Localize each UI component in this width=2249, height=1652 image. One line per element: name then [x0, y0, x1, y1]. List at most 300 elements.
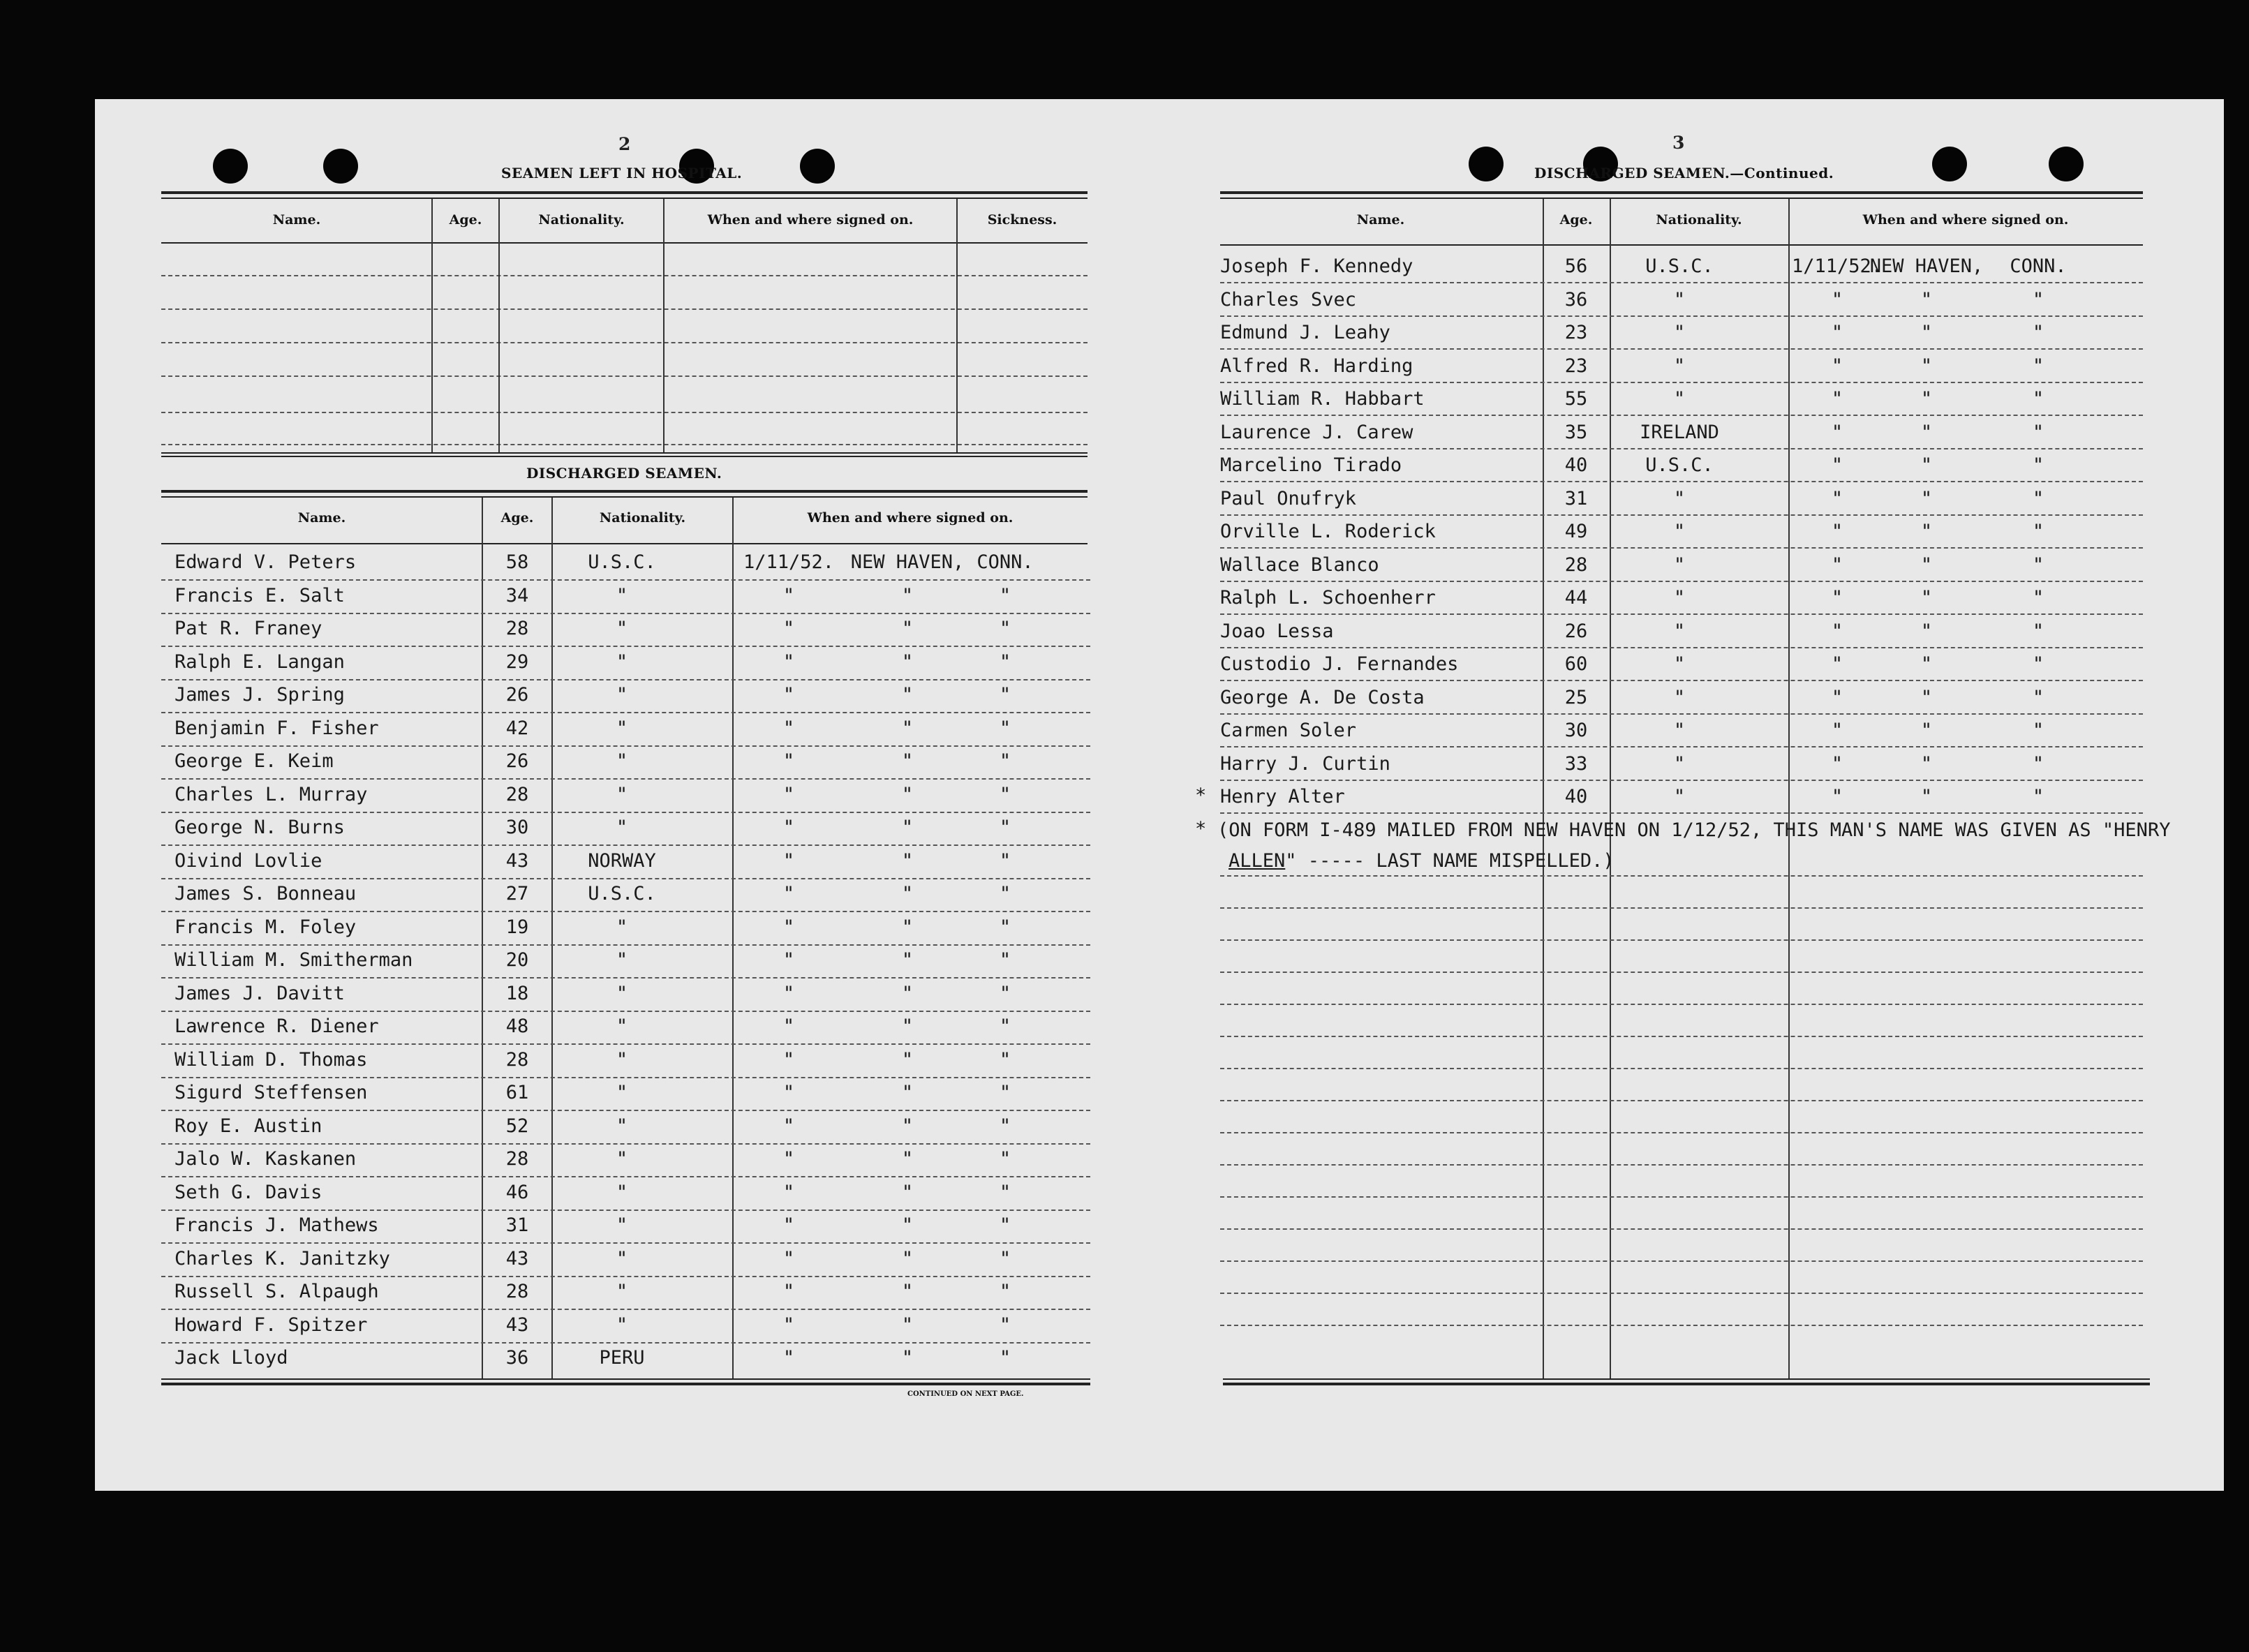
signed-on-date: " [782, 684, 795, 706]
seaman-age: 18 [505, 983, 529, 1004]
signed-on-date: " [782, 784, 795, 805]
signed-on-place: " [901, 1049, 914, 1071]
rule [161, 191, 1088, 194]
seaman-age: 55 [1564, 388, 1588, 410]
signed-on-state: " [2032, 488, 2044, 509]
row-rule [161, 1342, 1090, 1344]
seaman-nationality: " [616, 983, 628, 1004]
signed-on-place: " [901, 1115, 914, 1137]
signed-on-state: " [2032, 653, 2044, 675]
row-rule [161, 579, 1090, 581]
signed-on-date: " [782, 1115, 795, 1137]
column-header-nationality: Nationality. [1656, 212, 1742, 228]
signed-on-date: " [1831, 289, 1843, 311]
row-rule [1220, 647, 2143, 648]
seaman-age: 23 [1564, 322, 1588, 343]
column-header-sickness: Sickness. [987, 212, 1057, 228]
signed-on-place: " [1920, 422, 1933, 443]
seaman-nationality: " [616, 1314, 628, 1336]
rule [161, 1378, 1090, 1380]
row-rule [1220, 348, 2143, 350]
seaman-nationality: U.S.C. [588, 883, 656, 905]
signed-on-state: " [999, 1314, 1011, 1336]
seaman-nationality: " [616, 1015, 628, 1037]
signed-on-place: " [1920, 753, 1933, 775]
signed-on-place: " [901, 949, 914, 971]
rule [1220, 198, 2143, 199]
signed-on-state: " [999, 817, 1011, 838]
seaman-name: Roy E. Austin [175, 1115, 322, 1137]
row-rule [161, 646, 1090, 647]
column-header-signed-on: When and where signed on. [1862, 212, 2069, 228]
note-line-1: (ON FORM I-489 MAILED FROM NEW HAVEN ON 1/12/52, THIS MAN'S NAME WAS GIVEN AS "HENRY [1217, 819, 2171, 841]
row-rule [161, 778, 1090, 780]
signed-on-state: " [999, 618, 1011, 639]
row-rule [1220, 1100, 2143, 1101]
signed-on-date: " [1831, 620, 1843, 642]
punch-hole-icon [1469, 147, 1504, 181]
continued-note: CONTINUED ON NEXT PAGE. [907, 1390, 1024, 1398]
signed-on-state: " [999, 1182, 1011, 1203]
row-rule [1220, 1228, 2143, 1230]
row-rule [161, 1176, 1090, 1177]
signed-on-place: " [901, 883, 914, 905]
signed-on-state: " [2032, 355, 2044, 377]
row-rule [161, 1242, 1090, 1244]
row-rule [1220, 1260, 2143, 1262]
signed-on-state: " [999, 1115, 1011, 1137]
seaman-name: Joao Lessa [1220, 620, 1334, 642]
row-rule [1220, 613, 2143, 615]
seaman-name: Charles K. Janitzky [175, 1248, 390, 1270]
seaman-name: Laurence J. Carew [1220, 422, 1413, 443]
seaman-nationality: " [616, 717, 628, 739]
seaman-name: Howard F. Spitzer [175, 1314, 368, 1336]
seaman-age: 40 [1564, 454, 1588, 476]
asterisk: * [1195, 818, 1207, 840]
signed-on-place: " [1920, 653, 1933, 675]
row-rule [1220, 448, 2143, 449]
signed-on-date: " [1831, 488, 1843, 509]
punch-hole-icon [1932, 147, 1967, 181]
seaman-age: 60 [1564, 653, 1588, 675]
signed-on-place: " [1920, 620, 1933, 642]
signed-on-state: " [999, 651, 1011, 673]
row-rule [161, 911, 1090, 912]
row-rule [161, 712, 1090, 713]
signed-on-place: " [901, 1347, 914, 1369]
signed-on-state: " [999, 1214, 1011, 1236]
seaman-age: 43 [505, 1248, 529, 1270]
seaman-age: 28 [505, 784, 529, 805]
row-rule [1220, 581, 2143, 582]
signed-on-place: " [1920, 587, 1933, 609]
row-rule [161, 342, 1088, 343]
signed-on-state: " [999, 1281, 1011, 1302]
signed-on-place: " [901, 1248, 914, 1270]
signed-on-date: " [1831, 322, 1843, 343]
seaman-nationality: " [616, 1214, 628, 1236]
column-header-age: Age. [449, 212, 482, 228]
seaman-age: 44 [1564, 587, 1588, 609]
signed-on-state: " [999, 1082, 1011, 1103]
seaman-nationality: " [616, 1248, 628, 1270]
seaman-name: James S. Bonneau [175, 883, 357, 905]
seaman-age: 26 [505, 750, 529, 772]
signed-on-place: " [901, 1214, 914, 1236]
seaman-nationality: " [1673, 753, 1686, 775]
signed-on-state: " [999, 916, 1011, 938]
seaman-age: 56 [1564, 255, 1588, 277]
seaman-nationality: " [1673, 488, 1686, 509]
row-rule [161, 444, 1088, 445]
seaman-nationality: " [1673, 720, 1686, 741]
seaman-age: 28 [505, 1049, 529, 1071]
signed-on-place: " [901, 585, 914, 607]
signed-on-state: " [999, 1148, 1011, 1170]
seaman-name: James J. Davitt [175, 983, 345, 1004]
column-header-age: Age. [500, 510, 534, 526]
signed-on-state: " [999, 1248, 1011, 1270]
signed-on-state: " [2032, 620, 2044, 642]
row-rule [1220, 939, 2143, 941]
row-rule [1220, 315, 2143, 317]
seaman-name: Custodio J. Fernandes [1220, 653, 1459, 675]
row-rule [161, 1143, 1090, 1145]
signed-on-place: NEW HAVEN, [1869, 255, 1984, 277]
signed-on-state: " [999, 784, 1011, 805]
seaman-name: William D. Thomas [175, 1049, 368, 1071]
seaman-name: Wallace Blanco [1220, 554, 1379, 576]
seaman-name: Benjamin F. Fisher [175, 717, 379, 739]
seaman-nationality: IRELAND [1640, 422, 1719, 443]
note-underlined-name: ALLEN [1229, 850, 1286, 872]
rule [161, 543, 1088, 544]
seaman-nationality: " [616, 1115, 628, 1137]
row-rule [161, 1043, 1090, 1045]
signed-on-place: " [901, 1314, 914, 1336]
row-rule [161, 1309, 1090, 1310]
seaman-name: Harry J. Curtin [1220, 753, 1390, 775]
signed-on-date: " [782, 1148, 795, 1170]
rule [1223, 1378, 2150, 1380]
seaman-nationality: " [1673, 521, 1686, 542]
row-rule [161, 1276, 1090, 1277]
seaman-nationality: " [616, 784, 628, 805]
signed-on-state: CONN. [2010, 255, 2067, 277]
seaman-age: 52 [505, 1115, 529, 1137]
rule [161, 1383, 1090, 1385]
row-rule [1220, 746, 2143, 747]
column-divider [956, 199, 958, 454]
signed-on-state: " [2032, 454, 2044, 476]
seaman-nationality: " [616, 684, 628, 706]
signed-on-state: " [999, 684, 1011, 706]
seaman-name: George N. Burns [175, 817, 345, 838]
signed-on-place: " [901, 651, 914, 673]
signed-on-place: " [901, 1015, 914, 1037]
seaman-nationality: U.S.C. [1645, 454, 1714, 476]
signed-on-place: NEW HAVEN, [850, 551, 965, 573]
seaman-nationality: NORWAY [588, 850, 656, 872]
page-number: 3 [1672, 133, 1685, 153]
signed-on-place: " [901, 850, 914, 872]
signed-on-state: " [2032, 554, 2044, 576]
signed-on-place: " [901, 618, 914, 639]
seaman-age: 30 [505, 817, 529, 838]
seaman-name: Orville L. Roderick [1220, 521, 1436, 542]
signed-on-state: " [2032, 786, 2044, 808]
signed-on-place: " [1920, 786, 1933, 808]
signed-on-date: " [782, 949, 795, 971]
seaman-name: Marcelino Tirado [1220, 454, 1402, 476]
rule [161, 490, 1088, 493]
signed-on-state: " [999, 1049, 1011, 1071]
signed-on-date: 1/11/52. [743, 551, 835, 573]
seaman-nationality: " [1673, 587, 1686, 609]
column-header-name: Name. [297, 510, 346, 526]
signed-on-place: " [1920, 521, 1933, 542]
seaman-age: 58 [505, 551, 529, 573]
seaman-age: 40 [1564, 786, 1588, 808]
seaman-age: 33 [1564, 753, 1588, 775]
seaman-nationality: " [616, 949, 628, 971]
rule [1223, 1383, 2150, 1385]
signed-on-date: " [782, 585, 795, 607]
row-rule [1220, 1004, 2143, 1005]
signed-on-place: " [1920, 687, 1933, 708]
seaman-nationality: " [616, 817, 628, 838]
signed-on-place: " [1920, 454, 1933, 476]
column-header-name: Name. [1356, 212, 1405, 228]
seaman-name: Sigurd Steffensen [175, 1082, 368, 1103]
signed-on-date: " [782, 1314, 795, 1336]
signed-on-date: " [1831, 587, 1843, 609]
signed-on-date: " [782, 916, 795, 938]
seaman-name: Edmund J. Leahy [1220, 322, 1390, 343]
seaman-age: 48 [505, 1015, 529, 1037]
column-header-signed-on: When and where signed on. [707, 212, 914, 228]
row-rule [161, 844, 1090, 846]
seaman-age: 43 [505, 1314, 529, 1336]
row-rule [1220, 1325, 2143, 1326]
signed-on-place: " [901, 983, 914, 1004]
signed-on-date: " [1831, 554, 1843, 576]
signed-on-state: " [999, 983, 1011, 1004]
signed-on-place: " [901, 1281, 914, 1302]
signed-on-state: " [2032, 388, 2044, 410]
seaman-name: Paul Onufryk [1220, 488, 1357, 509]
row-rule [161, 1210, 1090, 1211]
seaman-name: Jalo W. Kaskanen [175, 1148, 357, 1170]
signed-on-date: " [782, 983, 795, 1004]
signed-on-date: " [1831, 388, 1843, 410]
signed-on-state: " [2032, 687, 2044, 708]
rule [161, 198, 1088, 199]
signed-on-state: " [999, 949, 1011, 971]
signed-on-date: " [1831, 753, 1843, 775]
row-rule [161, 878, 1090, 879]
seaman-name: Edward V. Peters [175, 551, 357, 573]
seaman-age: 34 [505, 585, 529, 607]
seaman-age: 35 [1564, 422, 1588, 443]
row-rule [1220, 1196, 2143, 1198]
rule [161, 456, 1088, 457]
seaman-age: 26 [505, 684, 529, 706]
signed-on-date: " [1831, 687, 1843, 708]
signed-on-place: " [1920, 322, 1933, 343]
signed-on-date: " [782, 850, 795, 872]
signed-on-date: " [782, 1214, 795, 1236]
row-rule [1220, 780, 2143, 781]
signed-on-state: " [2032, 720, 2044, 741]
signed-on-date: " [1831, 720, 1843, 741]
row-rule [161, 745, 1090, 747]
row-rule [1220, 875, 2143, 877]
row-rule [1220, 1068, 2143, 1069]
note-line-2 [1229, 851, 1615, 870]
rule [161, 242, 1088, 244]
row-rule [1220, 713, 2143, 715]
row-rule [161, 412, 1088, 413]
row-rule [161, 977, 1090, 978]
row-rule [161, 1011, 1090, 1012]
signed-on-place: " [901, 817, 914, 838]
row-rule [1220, 1036, 2143, 1037]
row-rule [161, 1077, 1090, 1078]
column-header-name: Name. [272, 212, 321, 228]
signed-on-state: CONN. [977, 551, 1034, 573]
seaman-name: Ralph E. Langan [175, 651, 345, 673]
column-header-age: Age. [1559, 212, 1593, 228]
section-title-discharged: DISCHARGED SEAMEN. [526, 465, 722, 482]
seaman-nationality: " [1673, 653, 1686, 675]
signed-on-place: " [901, 1082, 914, 1103]
seaman-age: 23 [1564, 355, 1588, 377]
seaman-age: 31 [505, 1214, 529, 1236]
signed-on-place: " [901, 750, 914, 772]
seaman-nationality: " [1673, 322, 1686, 343]
signed-on-place: " [901, 684, 914, 706]
signed-on-date: " [782, 1049, 795, 1071]
seaman-nationality: " [616, 618, 628, 639]
signed-on-state: " [999, 750, 1011, 772]
signed-on-date: " [782, 1082, 795, 1103]
column-header-nationality: Nationality. [538, 212, 625, 228]
rule [1220, 191, 2143, 194]
seaman-name: Ralph L. Schoenherr [1220, 587, 1436, 609]
rule [161, 496, 1088, 498]
signed-on-date: " [782, 1182, 795, 1203]
signed-on-place: " [1920, 289, 1933, 311]
note-line-2-rest: " ----- LAST NAME MISPELLED.) [1285, 850, 1615, 872]
row-rule [1220, 972, 2143, 973]
row-rule [1220, 680, 2143, 681]
seaman-nationality: " [616, 916, 628, 938]
signed-on-date: " [782, 1347, 795, 1369]
row-rule [1220, 481, 2143, 482]
column-divider [431, 199, 433, 454]
row-rule [1220, 514, 2143, 516]
seaman-age: 31 [1564, 488, 1588, 509]
seaman-name: William M. Smitherman [175, 949, 413, 971]
seaman-nationality: " [616, 1082, 628, 1103]
row-rule [161, 1110, 1090, 1111]
seaman-nationality: U.S.C. [588, 551, 656, 573]
signed-on-place: " [901, 717, 914, 739]
row-rule [1220, 812, 2143, 814]
signed-on-place: " [901, 916, 914, 938]
row-rule [1220, 547, 2143, 549]
signed-on-date: " [782, 717, 795, 739]
signed-on-state: " [999, 1347, 1011, 1369]
signed-on-date: 1/11/52. [1791, 255, 1883, 277]
seaman-nationality: " [1673, 388, 1686, 410]
seaman-nationality: " [1673, 355, 1686, 377]
signed-on-state: " [2032, 322, 2044, 343]
column-divider [663, 199, 665, 454]
seaman-name: Lawrence R. Diener [175, 1015, 379, 1037]
signed-on-place: " [1920, 488, 1933, 509]
seaman-age: 28 [505, 1148, 529, 1170]
row-rule [161, 944, 1090, 946]
seaman-age: 28 [1564, 554, 1588, 576]
seaman-name: George A. De Costa [1220, 687, 1425, 708]
seaman-name: Francis J. Mathews [175, 1214, 379, 1236]
signed-on-date: " [782, 651, 795, 673]
seaman-nationality: U.S.C. [1645, 255, 1714, 277]
seaman-name: Pat R. Franey [175, 618, 322, 639]
column-header-signed-on: When and where signed on. [807, 510, 1014, 526]
seaman-age: 25 [1564, 687, 1588, 708]
column-divider [498, 199, 500, 454]
signed-on-date: " [782, 1281, 795, 1302]
seaman-name: Joseph F. Kennedy [1220, 255, 1413, 277]
signed-on-place: " [1920, 388, 1933, 410]
seaman-name: Russell S. Alpaugh [175, 1281, 379, 1302]
section-title-hospital: SEAMEN LEFT IN HOSPITAL. [501, 165, 743, 181]
signed-on-state: " [2032, 521, 2044, 542]
row-rule [161, 613, 1090, 614]
seaman-nationality: " [1673, 554, 1686, 576]
signed-on-date: " [782, 1248, 795, 1270]
signed-on-place: " [1920, 554, 1933, 576]
signed-on-place: " [901, 1148, 914, 1170]
seaman-age: 36 [1564, 289, 1588, 311]
seaman-name: Francis E. Salt [175, 585, 345, 607]
seaman-name: Charles L. Murray [175, 784, 368, 805]
seaman-age: 29 [505, 651, 529, 673]
seaman-age: 43 [505, 850, 529, 872]
seaman-age: 19 [505, 916, 529, 938]
signed-on-date: " [1831, 454, 1843, 476]
signed-on-state: " [2032, 289, 2044, 311]
row-rule [161, 308, 1088, 310]
seaman-nationality: " [1673, 687, 1686, 708]
section-title-discharged-continued: DISCHARGED SEAMEN.—Continued. [1534, 165, 1834, 181]
row-rule [1220, 382, 2143, 383]
signed-on-state: " [999, 585, 1011, 607]
signed-on-state: " [999, 1015, 1011, 1037]
column-header-nationality: Nationality. [599, 510, 686, 526]
signed-on-place: " [1920, 355, 1933, 377]
seaman-age: 61 [505, 1082, 529, 1103]
page-number: 2 [618, 134, 631, 154]
punch-hole-icon [800, 149, 835, 184]
seaman-age: 49 [1564, 521, 1588, 542]
signed-on-date: " [782, 618, 795, 639]
signed-on-state: " [2032, 753, 2044, 775]
